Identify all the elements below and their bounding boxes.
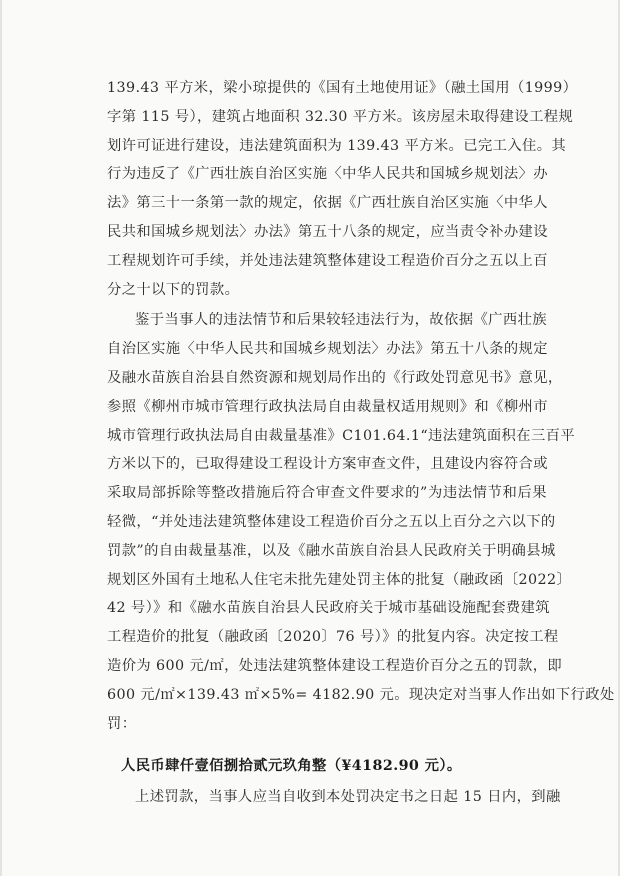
paragraph-payment-deadline: 上述罚款，当事人应当自收到本处罚决定书之日起 15 日内，到融 — [135, 789, 561, 806]
text-line: 规划区外国有土地私人住宅未批先建处罚主体的批复（融政函〔2022〕 — [107, 571, 572, 588]
text-line: 罚： — [107, 715, 137, 732]
text-line: 字第 115 号），建筑占地面积 32.30 平方米。该房屋未取得建设工程规 — [107, 108, 574, 125]
scan-left-edge — [0, 0, 2, 876]
text-line: 工程造价的批复（融政函〔2020〕76 号）》的批复内容。决定按工程 — [107, 629, 559, 646]
text-line: 分之十以下的罚款。 — [107, 281, 240, 298]
text-line: 鉴于当事人的违法情节和后果较轻违法行为，故依据《广西壮族 — [135, 312, 547, 329]
text-line: 法》第三十一条第一款的规定，依据《广西壮族自治区实施〈中华人 — [107, 195, 548, 212]
paragraph-penalty-basis — [107, 306, 615, 738]
document-body — [107, 74, 615, 812]
text-line: 及融水苗族自治县自然资源和规划局作出的《行政处罚意见书》意见， — [107, 369, 563, 386]
paragraph-violation-facts — [107, 74, 578, 304]
text-line: 民共和国城乡规划法〉办法》第五十八条的规定，应当责令补办建设 — [107, 223, 548, 240]
text-line: 自治区实施〈中华人民共和国城乡规划法〉办法》第五十八条的规定 — [107, 341, 548, 358]
text-line: 城市管理行政执法局自由裁量基准》C101.64.1“违法建筑面积在三百平 — [107, 427, 576, 444]
text-line: 轻微，“并处违法建筑整体建设工程造价百分之五以上百分之六以下的 — [107, 513, 556, 530]
text-line: 参照《柳州市城市管理行政执法局自由裁量权适用规则》和《柳州市 — [107, 398, 548, 415]
text-line: 行为违反了《广西壮族自治区实施〈中华人民共和国城乡规划法〉办 — [107, 166, 548, 183]
text-line: 造价为 600 元/㎡，处违法建筑整体建设工程造价百分之五的罚款，即 — [107, 657, 563, 674]
text-line: 划许可证进行建设，违法建筑面积为 139.43 平方米。已完工入住。其 — [107, 137, 567, 154]
text-line: 42 号）》和《融水苗族自治县人民政府关于城市基础设施配套费建筑 — [107, 600, 550, 617]
text-line: 600 元/㎡×139.43 ㎡×5%= 4182.90 元。现决定对当事人作出如下行政处 — [107, 686, 615, 703]
text-line: 罚款”的自由裁量基准，以及《融水苗族自治县人民政府关于明确县城 — [107, 542, 556, 559]
text-line: 工程规划许可手续，并处违法建筑整体建设工程造价百分之五以上百 — [107, 252, 548, 269]
paragraph-gap — [107, 738, 547, 752]
text-line: 采取局部拆除等整改措施后符合审查文件要求的”为违法情节和后果 — [107, 485, 547, 502]
text-line: 方米以下的，已取得建设工程设计方案审查文件，且建设内容符合或 — [107, 456, 548, 473]
text-line: 139.43 平方米，梁小琼提供的《国有土地使用证》（融土国用（1999） — [107, 80, 578, 96]
penalty-amount: 人民币肆仟壹佰捌拾贰元玖角整（¥4182.90 元）。 — [121, 758, 462, 775]
